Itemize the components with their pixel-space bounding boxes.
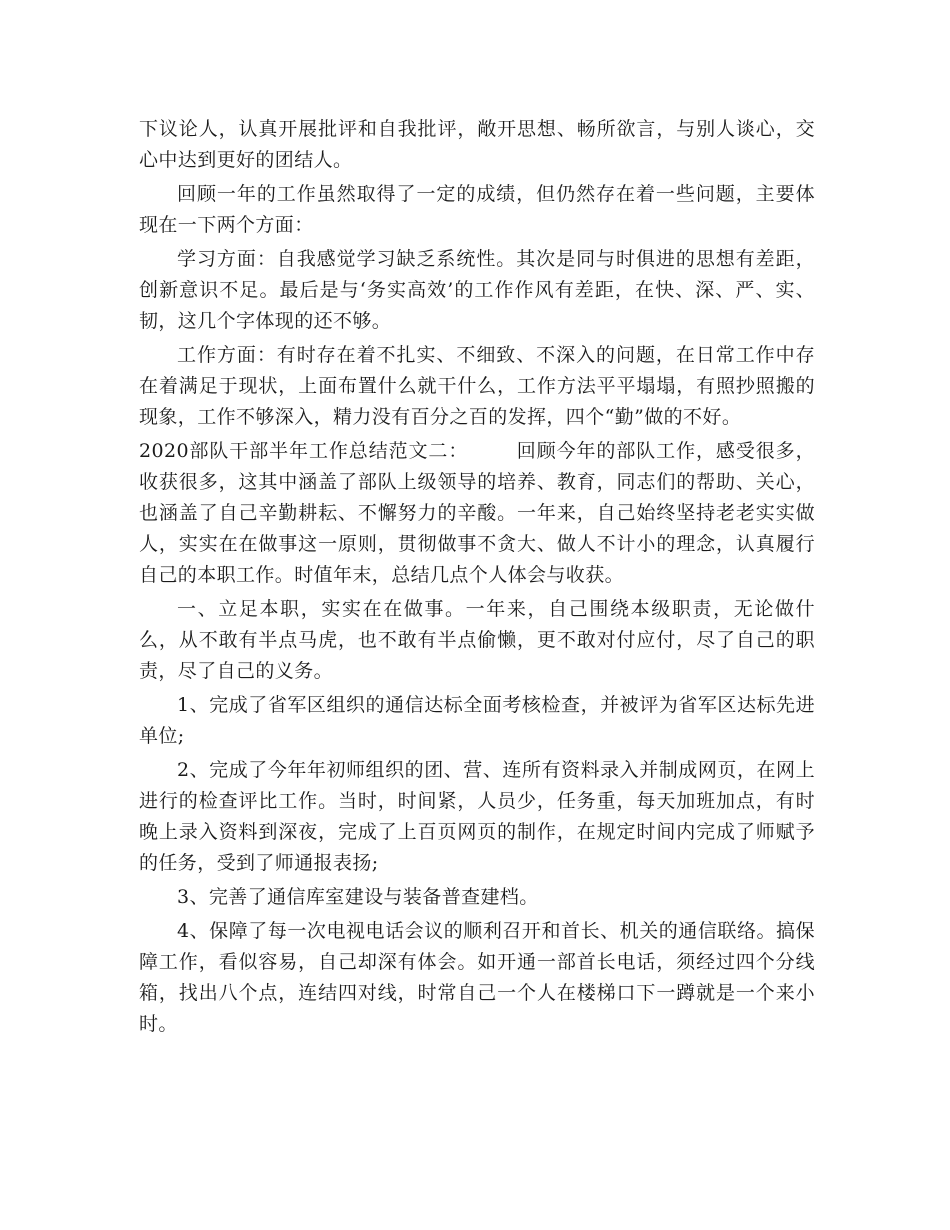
paragraph-point-one: 一、立足本职，实实在在做事。一年来，自己围绕本级职责，无论做什么，从不敢有半点马虎，也不敢有半点偷懒，更不敢对付应付，尽了自己的职责，尽了自己的义务。 (139, 598, 815, 682)
list-item-1: 1、完成了省军区组织的通信达标全面考核检查，并被评为省军区达标先进单位; (139, 694, 815, 747)
paragraph-2: 回顾一年的工作虽然取得了一定的成绩，但仍然存在着一些问题，主要体现在一下两个方面： (139, 183, 815, 236)
list-item-2: 2、完成了今年年初师组织的团、营、连所有资料录入并制成网页，在网上进行的检查评比工作。当时，时间紧，人员少，任务重，每天加班加点，有时晚上录入资料到深夜，完成了上百页网页的制作，在规定时间内完成了师赋予的任务，受到了师通报表扬; (139, 759, 815, 874)
list-item-4: 4、保障了每一次电视电话会议的顺利召开和首长、机关的通信联络。搞保障工作，看似容易，自己却深有体会。如开通一部首长电话，须经过四个分线箱，找出八个点，连结四对线，时常自己一个人在楼梯口下一蹲就是一个来小时。 (139, 920, 815, 1035)
section-heading-body: 回顾今年的部队工作，感受很多，收获很多，这其中涵盖了部队上级领导的培养、教育，同志们的帮助、关心，也涵盖了自己辛勤耕耘、不懈努力的辛酸。一年来，自己始终坚持老老实实做人，实实在在做事这一原则，贯彻做事不贪大、做人不计小的理念，认真履行自己的本职工作。时值年末，总结几点个人体会与收获。 (139, 440, 815, 586)
paragraph-work: 工作方面：有时存在着不扎实、不细致、不深入的问题，在日常工作中存在着满足于现状，上面布置什么就干什么，工作方法平平塌塌，有照抄照搬的现象，工作不够深入，精力没有百分之百的发挥，四个“勤”做的不好。 (139, 344, 815, 428)
paragraph-study: 学习方面：自我感觉学习缺乏系统性。其次是同与时俱进的思想有差距，创新意识不足。最后是与‘务实高效’的工作作风有差距，在快、深、严、实、韧，这几个字体现的还不够。 (139, 248, 815, 332)
list-item-3: 3、完善了通信库室建设与装备普查建档。 (177, 886, 539, 908)
section-heading-title: 2020部队干部半年工作总结范文二： (139, 440, 469, 462)
paragraph-1: 下议论人，认真开展批评和自我批评，敞开思想、畅所欲言，与别人谈心，交心中达到更好的团结人。 (139, 118, 815, 171)
section-heading-paragraph (139, 436, 815, 591)
document-body (139, 114, 815, 1043)
